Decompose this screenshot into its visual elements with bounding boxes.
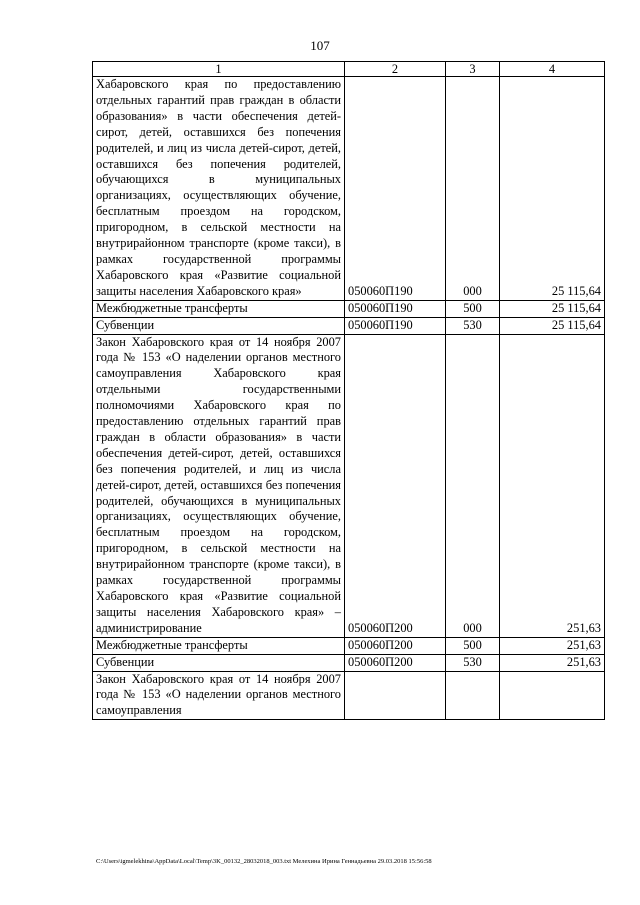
table-row: [93, 637, 605, 654]
row-description: Межбюджетные трансферты: [93, 637, 345, 654]
row-code: 050060П200: [345, 654, 446, 671]
table-row: [93, 317, 605, 334]
row-type: 500: [446, 637, 500, 654]
row-description: Закон Хабаровского края от 14 ноября 2007 года № 153 «О наделении органов местного самоуправления Хабаровского края отдельными государственными полномочиями Хабаровского края по предоставлению отдельных гарантий прав граждан в области образования» в части обеспечения детей-сирот, детей, оставшихся без попечения родителей, и лиц из числа детей-сирот, детей, оставшихся без попечения родителей, обучающихся в муниципальных организациях, осуществляющих обучение, бесплатным проездом на городском, пригородном, в сельской местности на внутрирайонном транспорте (кроме такси), в рамках государственной программы Хабаровского края «Развитие социальной защиты населения Хабаровского края» – администрирование: [93, 334, 345, 637]
table-row: [93, 654, 605, 671]
row-amount: 251,63: [500, 654, 605, 671]
table-row: [93, 300, 605, 317]
column-header-1: 1: [93, 62, 345, 77]
row-amount: 251,63: [500, 637, 605, 654]
row-amount: 25 115,64: [500, 317, 605, 334]
table-row: [93, 77, 605, 301]
footer-file-path: C:\Users\igmelekhina\AppData\Local\Temp\3K_00132_28032018_003.txt Мелехина Ирина Геннадьевна 29.03.2018 15:56:58: [96, 858, 432, 865]
row-code: 050060П200: [345, 334, 446, 637]
column-header-3: 3: [446, 62, 500, 77]
table-row: [93, 334, 605, 637]
row-type: [446, 671, 500, 720]
row-code: 050060П200: [345, 637, 446, 654]
row-description: Закон Хабаровского края от 14 ноября 2007 года № 153 «О наделении органов местного самоуправления: [93, 671, 345, 720]
row-type: 530: [446, 654, 500, 671]
table-row: [93, 671, 605, 720]
budget-table: [92, 61, 605, 720]
row-type: 500: [446, 300, 500, 317]
row-description: Хабаровского края по предоставлению отдельных гарантий прав граждан в области образования» в части обеспечения детей-сирот, детей, оставшихся без попечения родителей, и лиц из числа детей-сирот, детей, оставшихся без попечения родителей, обучающихся в муниципальных организациях, осуществляющих обучение, бесплатным проездом на городском, пригородном, в сельской местности на внутрирайонном транспорте (кроме такси), в рамках государственной программы Хабаровского края «Развитие социальной защиты населения Хабаровского края»: [93, 77, 345, 301]
row-description: Субвенции: [93, 654, 345, 671]
row-type: 000: [446, 77, 500, 301]
row-amount: [500, 671, 605, 720]
row-type: 530: [446, 317, 500, 334]
row-amount: 251,63: [500, 334, 605, 637]
page-number: 107: [310, 38, 330, 53]
row-code: 050060П190: [345, 77, 446, 301]
row-code: [345, 671, 446, 720]
row-description: Межбюджетные трансферты: [93, 300, 345, 317]
table-header-row: [93, 62, 605, 77]
row-description: Субвенции: [93, 317, 345, 334]
column-header-4: 4: [500, 62, 605, 77]
row-code: 050060П190: [345, 300, 446, 317]
row-amount: 25 115,64: [500, 300, 605, 317]
column-header-2: 2: [345, 62, 446, 77]
row-amount: 25 115,64: [500, 77, 605, 301]
row-type: 000: [446, 334, 500, 637]
row-code: 050060П190: [345, 317, 446, 334]
